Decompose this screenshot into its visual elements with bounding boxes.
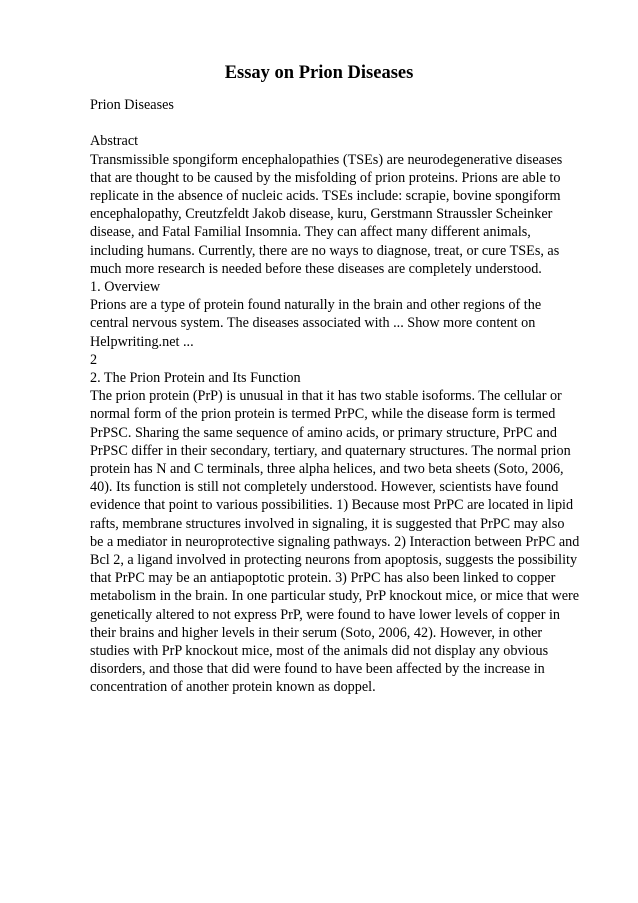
abstract-heading: Abstract: [90, 133, 139, 150]
document-subtitle: Prion Diseases: [90, 97, 174, 113]
section-heading-prion-protein: 2. The Prion Protein and Its Function: [90, 370, 301, 387]
page-title: Essay on Prion Diseases: [224, 63, 414, 83]
abstract-text: Transmissible spongiform encephalopathies (TSEs) are neurodegenerative diseases that are thought to be caused by the misfolding of prion proteins. Prions are able to replicate in the absence of nucleic acids. TSEs include: scrapie, bovine spongiform encephalopathy, Creutzfeldt Jakob disease, kuru, Gerstmann Straussler Scheinker disease, and Fatal Familial Insomnia. They can affect many different animals, including humans. Currently, there are no ways to diagnose, treat, or cure TSEs, as much more research is needed before these diseases are completely understood.: [90, 151, 563, 277]
page-number: 2: [90, 351, 98, 368]
paragraph-gap: [90, 114, 580, 132]
section-text-overview: Prions are a type of protein found naturally in the brain and other regions of the central nervous system. The diseases associated with ... Show more content on Helpwriting.net ...: [90, 297, 542, 350]
section-text-prion-protein: The prion protein (PrP) is unusual in that it has two stable isoforms. The cellular or normal form of the prion protein is termed PrPC, while the disease form is termed PrPSC. Sharing the same sequence of amino acids, or primary structure, PrPC and PrPSC differ in their secondary, tertiary, and quaternary structures. The normal prion protein has N and C terminals, three alpha helices, and two beta sheets (Soto, 2006, 40). Its function is still not completely understood. However, scientists have found evidence that point to various possibilities. 1) Because most PrPC are located in lipid rafts, membrane structures involved in signaling, it is suggested that PrPC may also be a mediator in neuroprotective signaling pathways. 2) Interaction between PrPC and Bcl 2, a ligand involved in protecting neurons from apoptosis, suggests the possibility that PrPC may be an antiapoptotic protein. 3) PrPC has also been linked to copper metabolism in the brain. In one particular study, PrP knockout mice, or mice that were genetically altered to not express PrP, were found to have lower levels of copper in their brains and higher levels in their serum (Soto, 2006, 42). However, in other studies with PrP knockout mice, most of the animals did not display any obvious disorders, and those that did were found to have been affected by the increase in concentration of another protein known as doppel.: [90, 388, 580, 696]
document-body: [90, 96, 580, 697]
section-heading-overview: 1. Overview: [90, 279, 161, 296]
